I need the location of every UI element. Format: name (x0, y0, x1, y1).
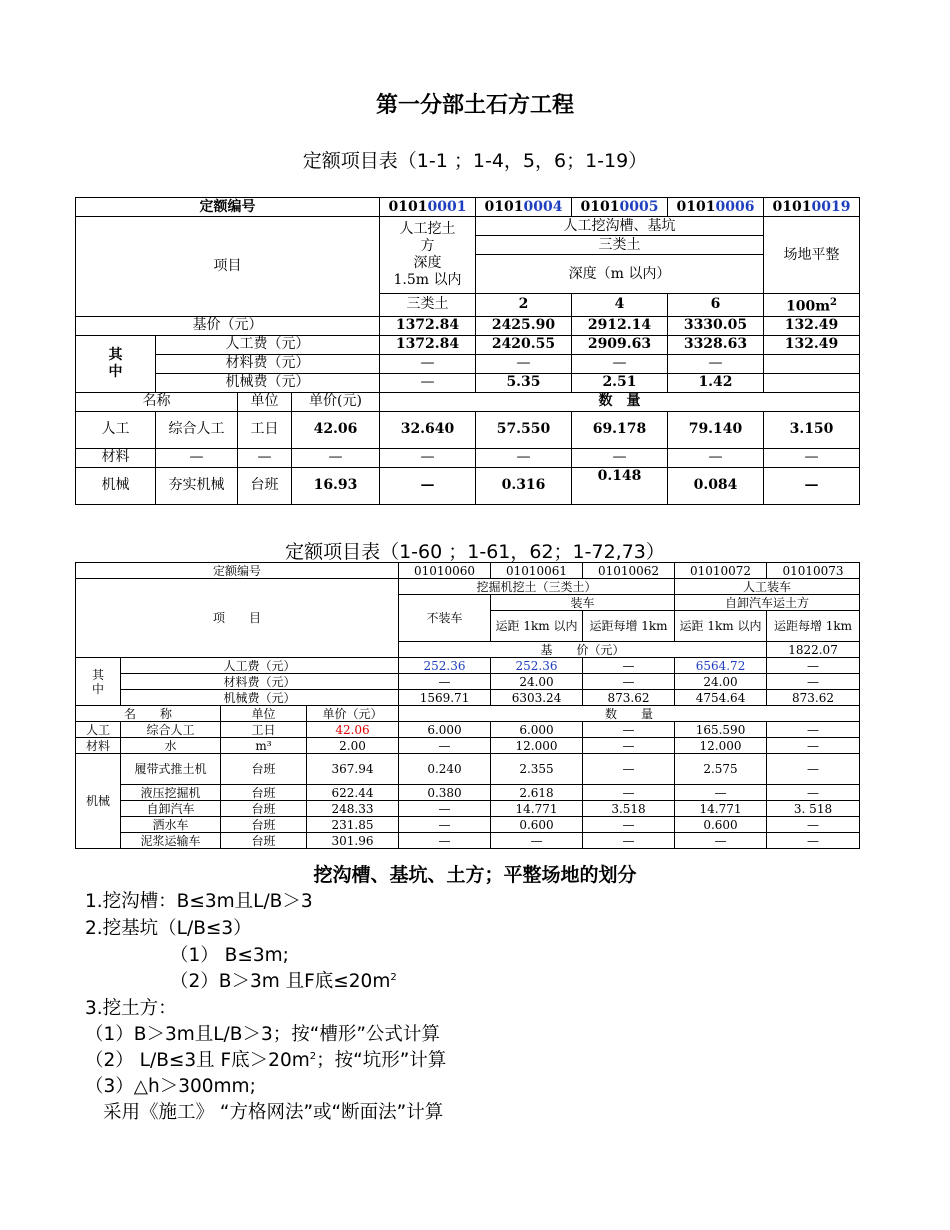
table-row (76, 833, 860, 849)
machine-value: 4754.64 (675, 690, 767, 706)
qty-value: — (668, 448, 764, 467)
resource-unit: 台班 (221, 785, 307, 801)
qty-value: 165.590 (675, 722, 767, 738)
item-label: 项 目 (76, 579, 399, 658)
qty-value: — (399, 801, 491, 817)
note-line: 3.挖土方： (85, 998, 177, 1019)
base-value: 2912.14 (572, 316, 668, 335)
material-value: — (767, 674, 860, 690)
resource-price: 2.00 (307, 738, 399, 754)
resource-category: 机械 (76, 467, 156, 504)
resource-price: 301.96 (307, 833, 399, 849)
qty-value: — (767, 738, 860, 754)
material-value: — (583, 674, 675, 690)
qty-value: 0.380 (399, 785, 491, 801)
qty-label: 数 量 (380, 392, 860, 411)
qty-value: 0.084 (668, 467, 764, 504)
base-label: 基价（元） (76, 316, 380, 335)
col5-unit: $100m^2$ (764, 294, 860, 317)
qty-value: — (572, 448, 668, 467)
qty-value: 0.148 (572, 467, 668, 504)
machine-value: 2.51 (572, 373, 668, 392)
material-value: 24.00 (675, 674, 767, 690)
machine-value: 873.62 (583, 690, 675, 706)
table1-caption: 定额项目表（1-1 ；1-4，5，6；1-19） (302, 150, 648, 172)
labor-label: 人工费（元） (156, 335, 380, 354)
notes-heading: 挖沟槽、基坑、土方；平整场地的划分 (313, 864, 637, 886)
resource-unit: 台班 (221, 801, 307, 817)
resource-price: 42.06 (292, 411, 380, 448)
qty-value: — (399, 738, 491, 754)
among-label: 其 中 (76, 658, 121, 706)
base-value: 1372.84 (380, 316, 476, 335)
material-value: — (668, 354, 764, 373)
qty-value: 12.000 (491, 738, 583, 754)
quota-code: 01010073 (767, 563, 860, 579)
labor-value: 1372.84 (380, 335, 476, 354)
resource-price: 42.06 (307, 722, 399, 738)
qty-value: 3.518 (583, 801, 675, 817)
material-value (764, 354, 860, 373)
resource-unit: m³ (221, 738, 307, 754)
resource-category: 材料 (76, 738, 121, 754)
group-head: 人工装车 (675, 579, 860, 595)
resource-name: 洒水车 (121, 817, 221, 833)
machine-value: 5.35 (476, 373, 572, 392)
material-value: — (476, 354, 572, 373)
name-label: 名 称 (76, 706, 221, 722)
table2-caption: 定额项目表（1-60 ；1-61，62；1-72,73） (285, 541, 665, 563)
qty-value: 6.000 (491, 722, 583, 738)
labor-value: 3328.63 (668, 335, 764, 354)
qty-label: 数 量 (399, 706, 860, 722)
resource-name: 履带式推土机 (121, 754, 221, 785)
quota-code: 01010019 (764, 198, 860, 217)
dist-head: 运距每增 1km (583, 611, 675, 642)
qty-value: — (675, 833, 767, 849)
qty-value: — (767, 817, 860, 833)
page-title: 第一分部土石方工程 (375, 93, 574, 118)
table-row (76, 674, 860, 690)
quota-code: 01010001 (380, 198, 476, 217)
material-label: 材料费（元） (121, 674, 399, 690)
dist-head: 运距 1km 以内 (675, 611, 767, 642)
labor-value: 252.36 (491, 658, 583, 674)
note-line: （1）B＞3m且L/B＞3；按“槽形”公式计算 (85, 1024, 440, 1045)
table-row (76, 738, 860, 754)
table-row (76, 690, 860, 706)
qty-value: — (764, 448, 860, 467)
qty-value: — (583, 738, 675, 754)
qty-value: — (491, 833, 583, 849)
qty-value: 0.316 (476, 467, 572, 504)
material-value: — (380, 354, 476, 373)
note-line: （2）B＞3m 且F底$\le 20m^2$ (170, 971, 397, 992)
quota-code: 01010006 (668, 198, 764, 217)
labor-value: 2420.55 (476, 335, 572, 354)
resource-unit: — (238, 448, 292, 467)
resource-unit: 工日 (238, 411, 292, 448)
table-row (76, 198, 860, 217)
qty-value: — (380, 467, 476, 504)
table-row (76, 658, 860, 674)
resource-name: 液压挖掘机 (121, 785, 221, 801)
labor-value: 132.49 (764, 335, 860, 354)
resource-price: 248.33 (307, 801, 399, 817)
note-line: （3）△h＞300mm; (85, 1076, 256, 1097)
note-line: （1） B≤3m; (170, 945, 289, 966)
resource-price: 231.85 (307, 817, 399, 833)
resource-name: 水 (121, 738, 221, 754)
note-line: 采用《施工》 “方格网法”或“断面法”计算 (103, 1102, 444, 1123)
qty-value: — (583, 817, 675, 833)
group-sub: 三类土 (476, 236, 764, 255)
qty-value: — (767, 785, 860, 801)
qty-value: 57.550 (476, 411, 572, 448)
machine-value (764, 373, 860, 392)
resource-category: 机械 (76, 754, 121, 849)
unit-label: 单位 (238, 392, 292, 411)
table-row (76, 316, 860, 335)
note-line: （2） L/B≤3且 F底$>20m^2$；按“坑形”计算 (85, 1050, 447, 1071)
labor-label: 人工费（元） (121, 658, 399, 674)
labor-value: — (583, 658, 675, 674)
machine-label: 机械费（元） (156, 373, 380, 392)
col1-head: 人工挖土 方 深度 1.5m 以内 (380, 217, 476, 294)
price-label: 单价（元） (307, 706, 399, 722)
resource-category: 人工 (76, 722, 121, 738)
table-row (76, 801, 860, 817)
qty-value: — (583, 722, 675, 738)
resource-price: — (292, 448, 380, 467)
price-label: 单价(元) (292, 392, 380, 411)
qty-value: 12.000 (675, 738, 767, 754)
quota-code: 01010061 (491, 563, 583, 579)
resource-category: 人工 (76, 411, 156, 448)
resource-name: 自卸汽车 (121, 801, 221, 817)
quota-table-1 (75, 197, 860, 505)
qty-value: 32.640 (380, 411, 476, 448)
qty-value: 2.355 (491, 754, 583, 785)
group-head: 人工挖沟槽、基坑 (476, 217, 764, 236)
labor-value: — (767, 658, 860, 674)
qty-value: 14.771 (491, 801, 583, 817)
table-row (76, 817, 860, 833)
unit-label: 单位 (221, 706, 307, 722)
table-row (76, 411, 860, 448)
code-label: 定额编号 (76, 198, 380, 217)
group-head: 挖掘机挖土（三类土） (399, 579, 675, 595)
base-value: 132.49 (764, 316, 860, 335)
among-label: 其 中 (76, 335, 156, 392)
qty-value: 2.618 (491, 785, 583, 801)
qty-value: 0.600 (491, 817, 583, 833)
qty-value: 0.600 (675, 817, 767, 833)
qty-value: — (399, 817, 491, 833)
quota-code: 01010004 (476, 198, 572, 217)
qty-value: — (476, 448, 572, 467)
depth-value: 2 (476, 294, 572, 317)
col5-head: 场地平整 (764, 217, 860, 294)
qty-value: 0.240 (399, 754, 491, 785)
quota-code: 01010060 (399, 563, 491, 579)
resource-unit: 台班 (221, 817, 307, 833)
resource-unit: 工日 (221, 722, 307, 738)
qty-value: — (380, 448, 476, 467)
resource-unit: 台班 (221, 833, 307, 849)
resource-name: 综合人工 (156, 411, 238, 448)
resource-price: 367.94 (307, 754, 399, 785)
qty-value: 3. 518 (767, 801, 860, 817)
labor-value: 6564.72 (675, 658, 767, 674)
qty-value: 2.575 (675, 754, 767, 785)
col1-soil: 三类土 (380, 294, 476, 317)
table-row (76, 563, 860, 579)
machine-value: 873.62 (767, 690, 860, 706)
dist-head: 运距每增 1km (767, 611, 860, 642)
load-head: 装车 (491, 595, 675, 611)
name-label: 名称 (76, 392, 238, 411)
machine-value: — (380, 373, 476, 392)
qty-value: — (675, 785, 767, 801)
qty-value: — (583, 785, 675, 801)
labor-value: 252.36 (399, 658, 491, 674)
quota-code: 01010062 (583, 563, 675, 579)
resource-unit: 台班 (221, 754, 307, 785)
table-row (76, 354, 860, 373)
table-row (76, 335, 860, 354)
note-line: 2.挖基坑（L/B≤3） (85, 918, 252, 939)
table-row (76, 467, 860, 504)
table-row (76, 722, 860, 738)
qty-value: 69.178 (572, 411, 668, 448)
no-load-head: 不装车 (399, 595, 491, 642)
base-value: 2425.90 (476, 316, 572, 335)
quota-code: 01010072 (675, 563, 767, 579)
machine-value: 6303.24 (491, 690, 583, 706)
resource-name: 夯实机械 (156, 467, 238, 504)
qty-value: — (583, 754, 675, 785)
depth-value: 4 (572, 294, 668, 317)
resource-price: 16.93 (292, 467, 380, 504)
machine-label: 机械费（元） (121, 690, 399, 706)
resource-unit: 台班 (238, 467, 292, 504)
qty-value: — (767, 754, 860, 785)
qty-value: — (399, 833, 491, 849)
quota-table-2 (75, 562, 860, 849)
resource-name: 综合人工 (121, 722, 221, 738)
dist-head: 运距 1km 以内 (491, 611, 583, 642)
base-value: 1822.07 (767, 642, 860, 658)
base-value: 3330.05 (668, 316, 764, 335)
material-value: — (572, 354, 668, 373)
depth-label: 深度（m 以内） (476, 255, 764, 294)
table-row (76, 392, 860, 411)
machine-value: 1569.71 (399, 690, 491, 706)
qty-value: 3.150 (764, 411, 860, 448)
dump-head: 自卸汽车运土方 (675, 595, 860, 611)
resource-name: — (156, 448, 238, 467)
depth-value: 6 (668, 294, 764, 317)
qty-value: 79.140 (668, 411, 764, 448)
labor-value: 2909.63 (572, 335, 668, 354)
table-row (76, 448, 860, 467)
resource-price: 622.44 (307, 785, 399, 801)
material-value: — (399, 674, 491, 690)
table-row (76, 754, 860, 785)
qty-value: 6.000 (399, 722, 491, 738)
qty-value: — (767, 722, 860, 738)
resource-category: 材料 (76, 448, 156, 467)
material-value: 24.00 (491, 674, 583, 690)
table-row (76, 706, 860, 722)
code-label: 定额编号 (76, 563, 399, 579)
material-label: 材料费（元） (156, 354, 380, 373)
base-label: 基 价（元） (399, 642, 767, 658)
quota-code: 01010005 (572, 198, 668, 217)
qty-value: — (764, 467, 860, 504)
item-label: 项目 (76, 217, 380, 317)
machine-value: 1.42 (668, 373, 764, 392)
resource-name: 泥浆运输车 (121, 833, 221, 849)
qty-value: 14.771 (675, 801, 767, 817)
qty-value: — (767, 833, 860, 849)
note-line: 1.挖沟槽：B≤3m且L/B＞3 (85, 891, 313, 912)
qty-value: — (583, 833, 675, 849)
table-row (76, 785, 860, 801)
table-row (76, 373, 860, 392)
